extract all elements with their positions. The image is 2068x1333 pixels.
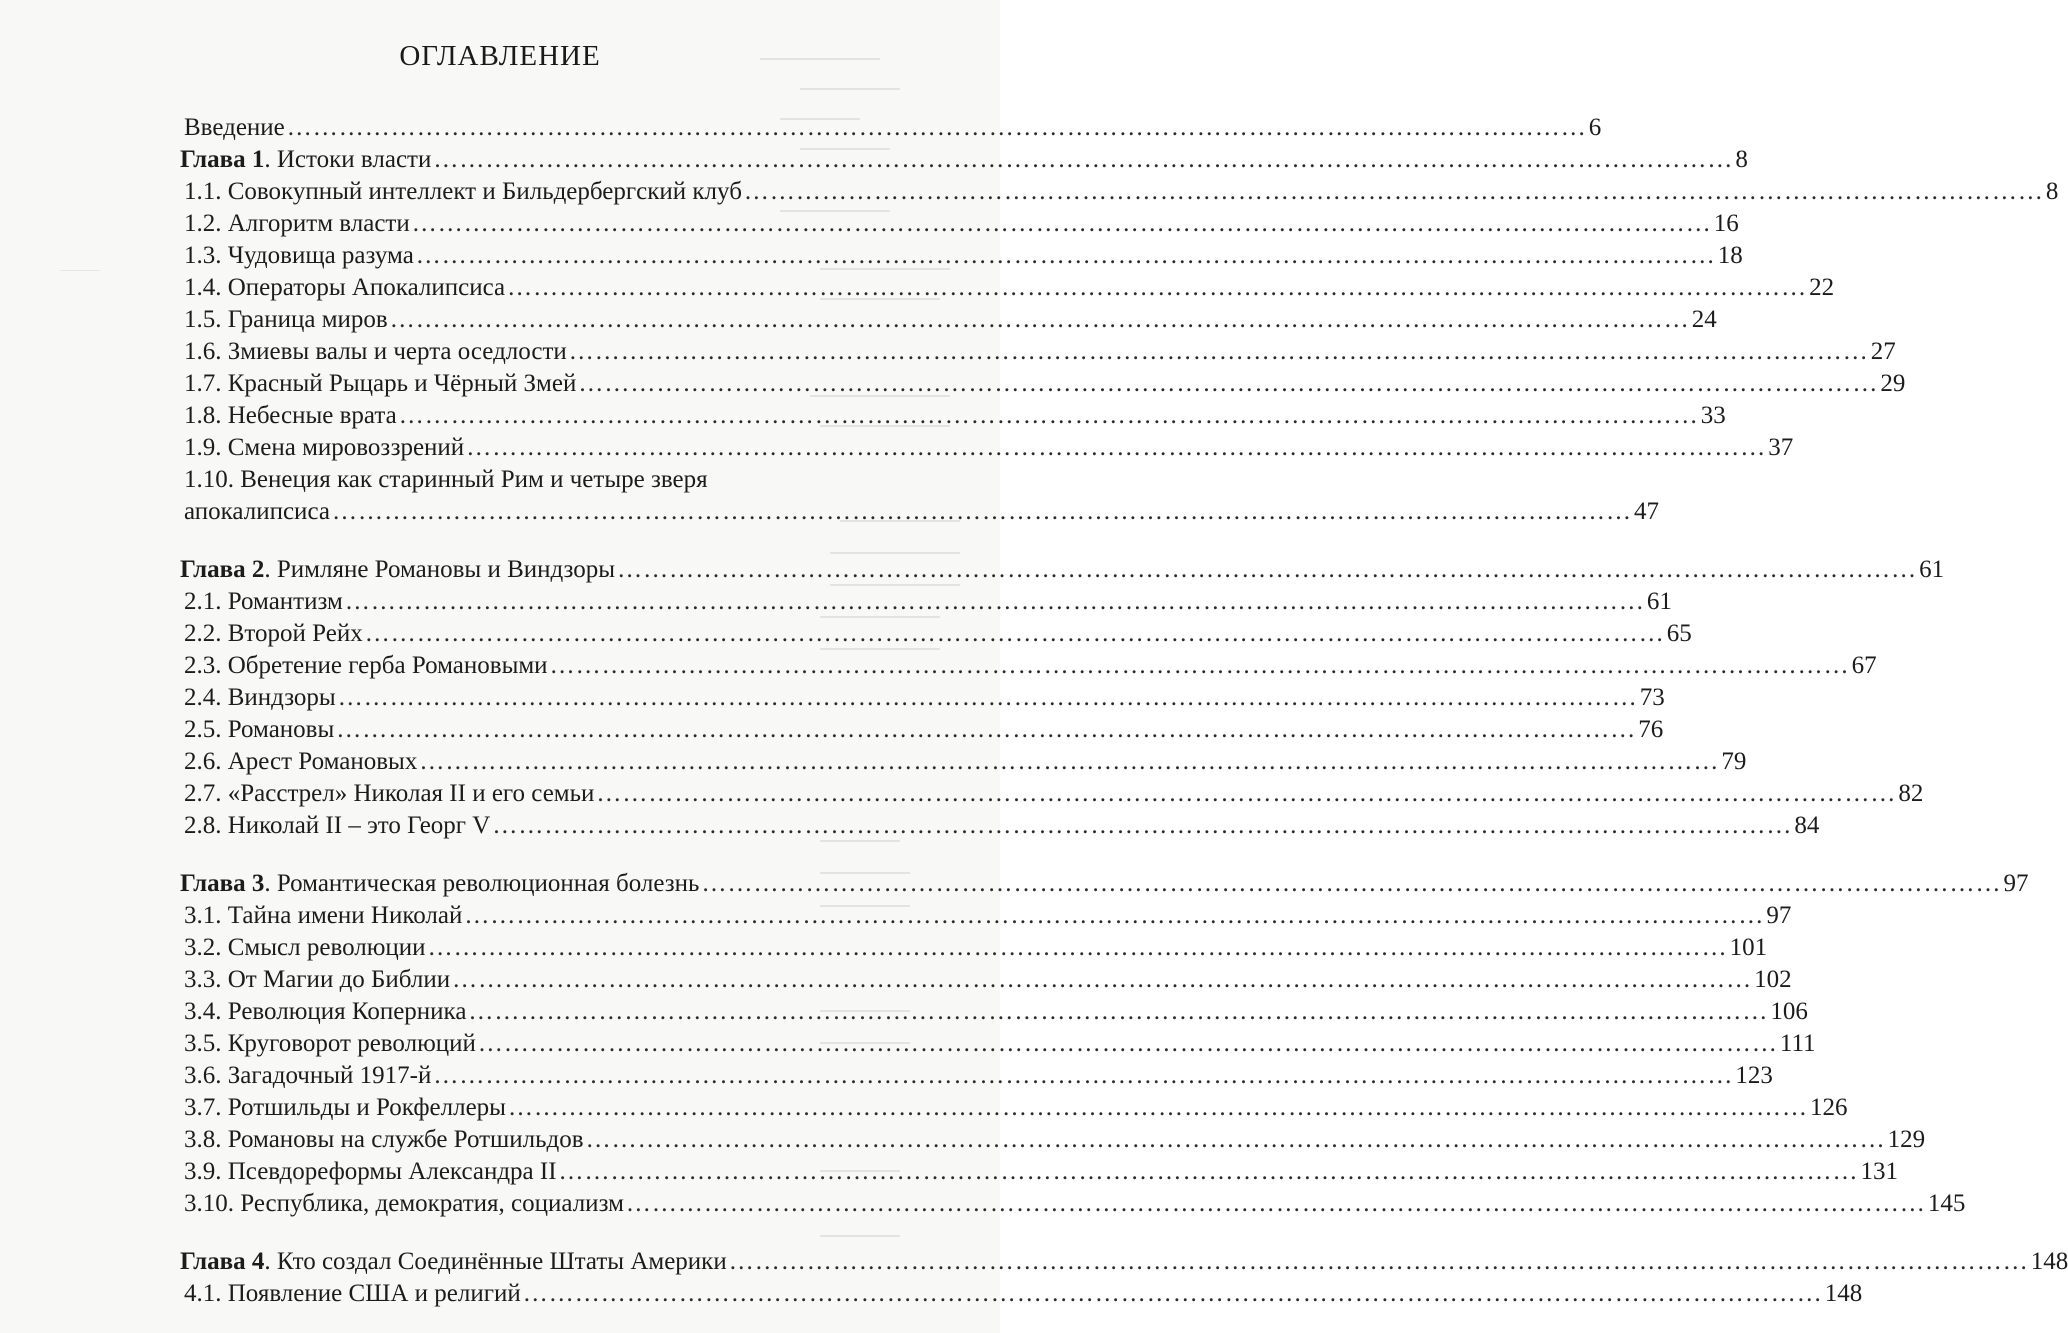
toc-entry[interactable] — [180, 746, 1747, 778]
toc-entry-title — [184, 900, 462, 932]
page-number: 131 — [1860, 1158, 1899, 1185]
page-number: 33 — [1700, 402, 1726, 429]
page-number: 18 — [1717, 242, 1743, 269]
entry-text: 2.7. «Расстрел» Николая II и его семьи — [184, 780, 595, 807]
toc-entry-title — [184, 810, 490, 842]
section-gap — [180, 1220, 820, 1246]
dot-leader: …………………………………………………………………………………………………………………………………… — [617, 556, 1918, 583]
page-number: 6 — [1588, 114, 1602, 141]
toc-entry-title — [184, 650, 548, 682]
page-number: 61 — [1919, 556, 1945, 583]
toc-entry-title — [184, 464, 708, 496]
table-of-contents — [180, 112, 2068, 1310]
page-number: 37 — [1768, 434, 1794, 461]
entry-text: 1.10. Венеция как старинный Рим и четыре зверя — [184, 466, 708, 493]
dot-leader: …………………………………………………………………………………………………………………………………… — [452, 966, 1753, 993]
dot-leader: …………………………………………………………………………………………………………………………………… — [507, 274, 1808, 301]
entry-text: 2.5. Романовы — [184, 716, 335, 743]
dot-leader: …………………………………………………………………………………………………………………………………… — [419, 748, 1720, 775]
toc-entry[interactable] — [180, 586, 1672, 618]
page-number: 8 — [1735, 146, 1748, 173]
dot-leader: …………………………………………………………………………………………………………………………………… — [411, 210, 1712, 237]
entry-text: 3.9. Псевдореформы Александра II — [184, 1158, 557, 1185]
toc-entry-title — [184, 240, 414, 272]
entry-text: 1.8. Небесные врата — [184, 402, 397, 429]
entry-text: 3.2. Смысл революции — [184, 934, 426, 961]
toc-entry[interactable] — [180, 176, 2059, 208]
toc-entry[interactable] — [180, 400, 1726, 432]
page-number: 126 — [1809, 1094, 1848, 1121]
entry-text: 2.4. Виндзоры — [184, 684, 336, 711]
page-number: 145 — [1927, 1190, 1966, 1217]
section-gap — [180, 842, 820, 868]
chapter-label: Глава 1 — [180, 146, 265, 173]
page-number: 73 — [1639, 684, 1665, 711]
page-number: 129 — [1887, 1126, 1926, 1153]
entry-text: 3.10. Республика, демократия, социализм — [184, 1190, 624, 1217]
toc-entry[interactable] — [180, 496, 1659, 528]
toc-entry-title — [184, 996, 466, 1028]
entry-text: 1.2. Алгоритм власти — [184, 210, 410, 237]
toc-entry[interactable] — [180, 144, 1748, 176]
chapter-label: Глава 4 — [180, 1248, 265, 1275]
toc-entry-title — [184, 746, 417, 778]
toc-entry-title — [184, 432, 464, 464]
chapter-label: Глава 3 — [180, 870, 265, 897]
dot-leader: …………………………………………………………………………………………………………………………………… — [464, 902, 1765, 929]
toc-entry-title — [184, 1278, 521, 1310]
toc-entry-title — [184, 208, 410, 240]
toc-entry-title — [180, 868, 699, 900]
dot-leader: …………………………………………………………………………………………………………………………………… — [568, 338, 1869, 365]
dot-leader: …………………………………………………………………………………………………………………………………… — [336, 716, 1637, 743]
toc-entry[interactable] — [180, 208, 1739, 240]
entry-text: 1.9. Смена мировоззрений — [184, 434, 465, 461]
dot-leader: …………………………………………………………………………………………………………………………………… — [477, 1030, 1778, 1057]
dot-leader: …………………………………………………………………………………………………………………………………… — [468, 998, 1769, 1025]
entry-text: 3.1. Тайна имени Николай — [184, 902, 463, 929]
dot-leader: …………………………………………………………………………………………………………………………………… — [427, 934, 1728, 961]
toc-entry[interactable] — [180, 1188, 1966, 1220]
toc-entry-title — [180, 1246, 727, 1278]
dot-leader: …………………………………………………………………………………………………………………………………… — [433, 1062, 1734, 1089]
page-number: 106 — [1770, 998, 1808, 1025]
dot-leader: …………………………………………………………………………………………………………………………………… — [331, 498, 1632, 525]
dot-leader: …………………………………………………………………………………………………………………………………… — [585, 1126, 1886, 1153]
entry-text: 1.5. Граница миров — [184, 306, 388, 333]
entry-text: 2.8. Николай II – это Георг V — [184, 812, 491, 839]
toc-entry-title — [180, 554, 615, 586]
page-number: 47 — [1633, 498, 1659, 525]
toc-entry-title — [184, 304, 388, 336]
toc-entry-title — [184, 1156, 557, 1188]
toc-entry[interactable] — [180, 1246, 2068, 1278]
entry-text: 3.8. Романовы на службе Ротшильдов — [184, 1126, 584, 1153]
toc-entry-title — [184, 336, 567, 368]
dot-leader: …………………………………………………………………………………………………………………………………… — [433, 146, 1734, 173]
toc-entry[interactable] — [180, 1278, 1863, 1310]
toc-entry-title — [184, 1060, 431, 1092]
entry-text: 1.6. Змиевы валы и черта оседлости — [184, 338, 567, 365]
page-number: 102 — [1754, 966, 1792, 993]
page-number: 101 — [1729, 934, 1768, 961]
entry-text: 3.4. Революция Коперника — [184, 998, 467, 1025]
page-number: 76 — [1638, 716, 1664, 743]
toc-entry-title — [184, 682, 336, 714]
toc-entry[interactable] — [180, 368, 1906, 400]
entry-text: 2.6. Арест Романовых — [184, 748, 418, 775]
toc-entry[interactable] — [180, 1028, 1816, 1060]
toc-entry-title — [184, 778, 594, 810]
toc-entry-title — [184, 714, 334, 746]
page-number: 84 — [1794, 812, 1820, 839]
page-number: 97 — [2003, 870, 2029, 897]
page-number: 97 — [1766, 902, 1792, 929]
entry-text: . Истоки власти — [264, 146, 432, 173]
toc-entry[interactable] — [180, 304, 1717, 336]
entry-text: . Кто создал Соединённые Штаты Америки — [264, 1248, 727, 1275]
dot-leader: …………………………………………………………………………………………………………………………………… — [398, 402, 1699, 429]
entry-text: . Романтическая революционная болезнь — [264, 870, 700, 897]
entry-text: 1.7. Красный Рыцарь и Чёрный Змей — [184, 370, 577, 397]
toc-entry-title — [184, 112, 285, 144]
toc-entry-title — [184, 1188, 624, 1220]
dot-leader: …………………………………………………………………………………………………………………………………… — [492, 812, 1793, 839]
toc-entry[interactable] — [180, 1156, 1899, 1188]
entry-text: 1.4. Операторы Апокалипсиса — [184, 274, 506, 301]
dot-leader: …………………………………………………………………………………………………………………………………… — [522, 1280, 1823, 1307]
dot-leader: …………………………………………………………………………………………………………………………………… — [549, 652, 1850, 679]
toc-entry[interactable] — [180, 900, 1792, 932]
toc-entry-title — [184, 272, 505, 304]
toc-entry[interactable] — [180, 272, 1835, 304]
toc-entry-title — [184, 496, 330, 528]
entry-text: 4.1. Появление США и религий — [184, 1280, 521, 1307]
page-number: 148 — [1824, 1280, 1863, 1307]
toc-entry[interactable] — [180, 778, 1924, 810]
toc-entry[interactable] — [180, 1124, 1926, 1156]
dot-leader: …………………………………………………………………………………………………………………………………… — [743, 178, 2044, 205]
entry-text: 3.6. Загадочный 1917-й — [184, 1062, 432, 1089]
page-number: 27 — [1870, 338, 1896, 365]
dot-leader: …………………………………………………………………………………………………………………………………… — [728, 1248, 2029, 1275]
dot-leader: …………………………………………………………………………………………………………………………………… — [389, 306, 1690, 333]
toc-entry-title — [184, 400, 397, 432]
page-number: 22 — [1809, 274, 1835, 301]
toc-entry-title — [184, 1124, 584, 1156]
toc-entry[interactable] — [180, 464, 820, 496]
section-gap — [180, 528, 820, 554]
toc-entry[interactable] — [180, 868, 2029, 900]
toc-entry[interactable] — [180, 996, 1808, 1028]
toc-entry-title — [184, 368, 576, 400]
entry-text: . Римляне Романовы и Виндзоры — [264, 556, 616, 583]
toc-entry-title — [184, 1092, 506, 1124]
toc-entry-title — [184, 586, 343, 618]
dot-leader: …………………………………………………………………………………………………………………………………… — [558, 1158, 1859, 1185]
page-number: 24 — [1691, 306, 1717, 333]
toc-entry[interactable] — [180, 682, 1665, 714]
page-number: 16 — [1713, 210, 1739, 237]
entry-text: 1.3. Чудовища разума — [184, 242, 414, 269]
toc-entry[interactable] — [180, 336, 1896, 368]
page-number: 61 — [1646, 588, 1672, 615]
dot-leader: …………………………………………………………………………………………………………………………………… — [466, 434, 1767, 461]
toc-entry-title — [184, 176, 742, 208]
toc-entry[interactable] — [180, 932, 1768, 964]
page-title: ОГЛАВЛЕНИЕ — [399, 40, 601, 72]
entry-text: 3.3. От Магии до Библии — [184, 966, 451, 993]
dot-leader: …………………………………………………………………………………………………………………………………… — [596, 780, 1897, 807]
page-number: 82 — [1898, 780, 1924, 807]
toc-entry[interactable] — [180, 618, 1692, 650]
toc-entry[interactable] — [180, 1060, 1773, 1092]
dot-leader: …………………………………………………………………………………………………………………………………… — [286, 114, 1587, 141]
dot-leader: …………………………………………………………………………………………………………………………………… — [625, 1190, 1926, 1217]
entry-text: 3.5. Круговорот революций — [184, 1030, 476, 1057]
dot-leader: …………………………………………………………………………………………………………………………………… — [701, 870, 2002, 897]
page-number: 29 — [1880, 370, 1906, 397]
toc-entry[interactable] — [180, 112, 1602, 144]
toc-entry-title — [184, 618, 363, 650]
toc-entry[interactable] — [180, 1092, 1848, 1124]
page-number: 8 — [2045, 178, 2059, 205]
entry-text: 2.3. Обретение герба Романовыми — [184, 652, 548, 679]
entry-text: 2.2. Второй Рейх — [184, 620, 363, 647]
toc-entry[interactable] — [180, 432, 1794, 464]
chapter-label: Глава 2 — [180, 556, 265, 583]
entry-text: 3.7. Ротшильды и Рокфеллеры — [184, 1094, 506, 1121]
page-number: 123 — [1735, 1062, 1773, 1089]
dot-leader: …………………………………………………………………………………………………………………………………… — [344, 588, 1645, 615]
toc-entry-title — [180, 144, 431, 176]
entry-text: апокалипсиса — [184, 498, 330, 525]
toc-entry[interactable] — [180, 240, 1743, 272]
dot-leader: …………………………………………………………………………………………………………………………………… — [337, 684, 1638, 711]
toc-entry-title — [184, 964, 450, 996]
page-number: 148 — [2030, 1248, 2068, 1275]
toc-entry[interactable] — [180, 554, 1945, 586]
entry-text: Введение — [184, 114, 285, 141]
dot-leader: …………………………………………………………………………………………………………………………………… — [507, 1094, 1808, 1121]
dot-leader: …………………………………………………………………………………………………………………………………… — [415, 242, 1716, 269]
dot-leader: …………………………………………………………………………………………………………………………………… — [578, 370, 1879, 397]
toc-entry[interactable] — [180, 964, 1792, 996]
toc-entry[interactable] — [180, 714, 1664, 746]
page-number: 79 — [1721, 748, 1747, 775]
entry-text: 2.1. Романтизм — [184, 588, 343, 615]
dot-leader: …………………………………………………………………………………………………………………………………… — [364, 620, 1665, 647]
toc-entry[interactable] — [180, 810, 1820, 842]
toc-entry-title — [184, 932, 426, 964]
entry-text: 1.1. Совокупный интеллект и Бильдербергский клуб — [184, 178, 742, 205]
toc-entry[interactable] — [180, 650, 1877, 682]
page-number: 65 — [1666, 620, 1692, 647]
page-number: 111 — [1779, 1030, 1816, 1057]
toc-entry-title — [184, 1028, 476, 1060]
page-number: 67 — [1851, 652, 1877, 679]
